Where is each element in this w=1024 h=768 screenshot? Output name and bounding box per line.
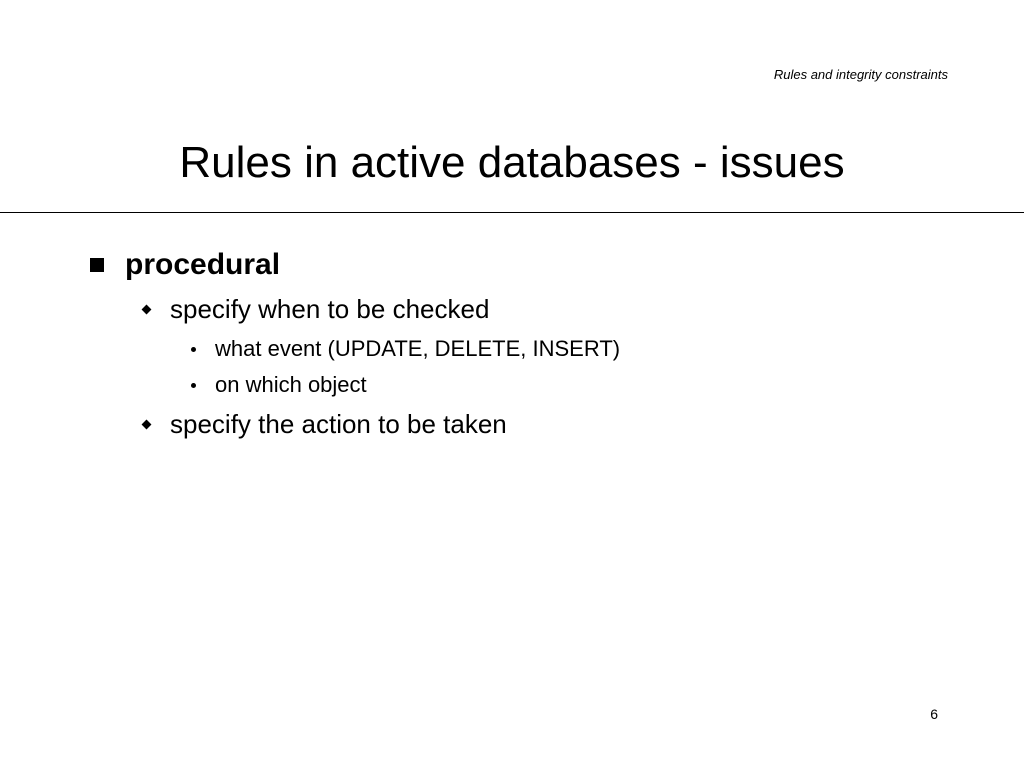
sub-sub-bullet-event — [188, 336, 620, 362]
slide-title: Rules in active databases - issues — [179, 138, 845, 187]
sub-sub-bullet-label: on which object — [215, 372, 367, 397]
bullet-procedural — [90, 248, 280, 282]
page-number: 6 — [930, 706, 938, 722]
square-bullet-icon — [90, 258, 104, 272]
title-divider — [0, 212, 1024, 213]
header-note: Rules and integrity constraints — [773, 67, 948, 82]
dot-bullet-icon — [191, 383, 196, 388]
sub-sub-bullet-object — [188, 372, 367, 398]
sub-bullet-when-checked — [142, 294, 489, 325]
diamond-bullet-icon — [142, 305, 152, 315]
sub-bullet-label: specify when to be checked — [170, 294, 490, 324]
bullet-label: procedural — [125, 248, 281, 281]
sub-sub-bullet-label: what event (UPDATE, DELETE, INSERT) — [215, 336, 621, 361]
sub-bullet-label: specify the action to be taken — [170, 409, 507, 439]
dot-bullet-icon — [191, 347, 196, 352]
sub-bullet-action — [142, 409, 507, 440]
diamond-bullet-icon — [142, 420, 152, 430]
